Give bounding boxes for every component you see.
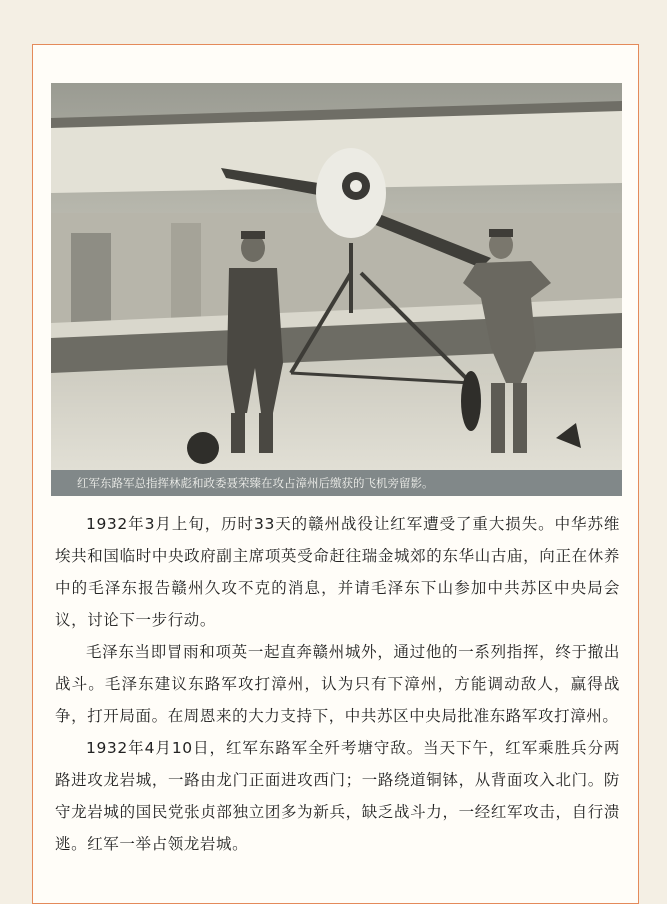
airplane-photo-illustration bbox=[51, 83, 622, 496]
article-body bbox=[55, 508, 620, 860]
photo-caption: 红军东路军总指挥林彪和政委聂荣臻在攻占漳州后缴获的飞机旁留影。 bbox=[51, 470, 622, 496]
paragraph-1: 1932年3月上旬，历时33天的赣州战役让红军遭受了重大损失。中华苏维埃共和国临时中央政府副主席项英受命赶往瑞金城郊的东华山古庙，向正在休养中的毛泽东报告赣州久攻不克的消息，并请毛泽东下山参加中共苏区中央局会议，讨论下一步行动。 bbox=[55, 515, 620, 629]
paragraph-3: 1932年4月10日，红军东路军全歼考塘守敌。当天下午，红军乘胜兵分两路进攻龙岩城，一路由龙门正面进攻西门；一路绕道铜钵，从背面攻入北门。防守龙岩城的国民党张贞部独立团多为新兵，缺乏战斗力，一经红军攻击，自行溃逃。红军一举占领龙岩城。 bbox=[55, 739, 620, 853]
paragraph-2: 毛泽东当即冒雨和项英一起直奔赣州城外，通过他的一系列指挥，终于撤出战斗。毛泽东建议东路军攻打漳州，认为只有下漳州，方能调动敌人，赢得战争，打开局面。在周恩来的大力支持下，中共苏区中央局批准东路军攻打漳州。 bbox=[55, 643, 620, 725]
historical-photo bbox=[51, 83, 622, 496]
